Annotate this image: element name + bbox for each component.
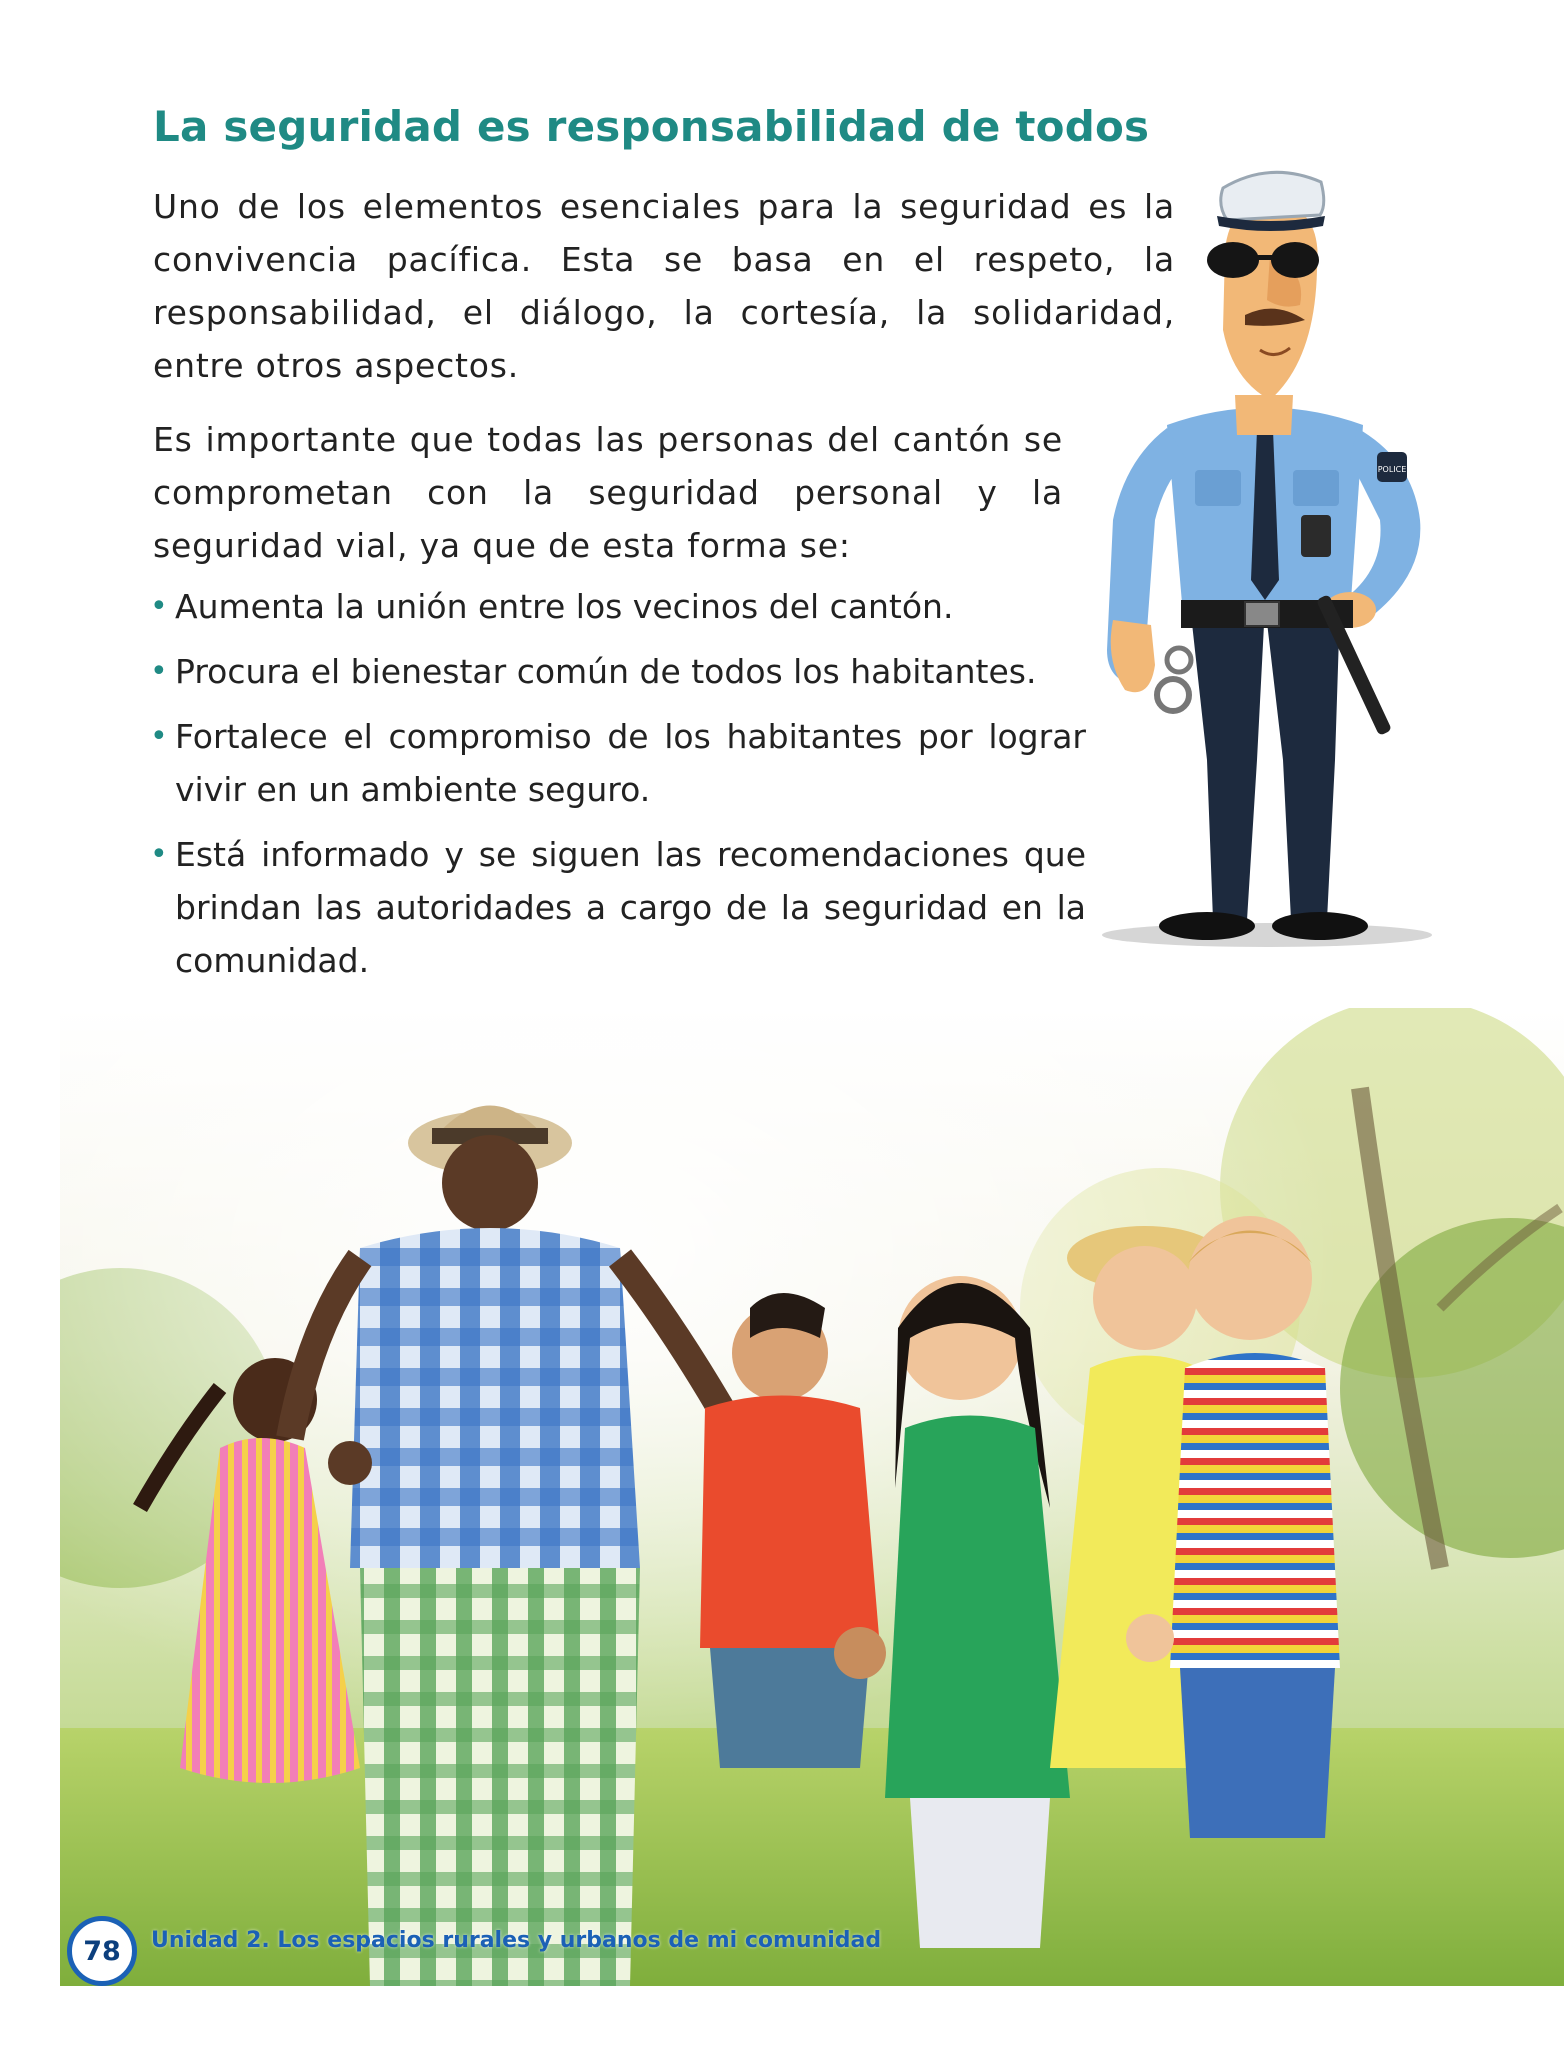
importance-paragraph: Es importante que todas las personas del cantón se comprometan con la seguridad personal y la seguridad vial, ya que de esta forma se: [153,420,1063,565]
bullet-icon: • [150,837,168,872]
bullet-icon: • [150,589,168,624]
footer-unit-title: Unidad 2. Los espacios rurales y urbanos de mi comunidad [151,1928,882,1953]
benefits-list [150,580,1086,999]
list-item-text: Procura el bienestar común de todos los habitantes. [175,652,1037,691]
children-playing-photo [60,1008,1564,1986]
list-item [150,645,1086,698]
list-item [150,710,1086,816]
section-title: La seguridad es responsabilidad de todos [153,102,1150,151]
list-item-text: Está informado y se siguen las recomendaciones que brindan las autoridades a cargo de la seguridad en la comunidad. [175,835,1086,980]
list-item [150,580,1086,633]
list-item-text: Aumenta la unión entre los vecinos del cantón. [175,587,954,626]
list-item-text: Fortalece el compromiso de los habitantes por lograr vivir en un ambiente seguro. [175,717,1086,809]
intro-paragraph: Uno de los elementos esenciales para la seguridad es la convivencia pacífica. Esta se basa en el respeto, la responsabilidad, el diálogo, la cortesía, la solidaridad, entre otros aspectos. [153,187,1175,385]
police-officer-illustration [1095,160,1440,960]
bullet-icon: • [150,719,168,754]
list-item [150,828,1086,987]
bullet-icon: • [150,654,168,689]
police-patch-label: POLICE [1377,465,1407,474]
page-number-badge: 78 [67,1916,137,1986]
